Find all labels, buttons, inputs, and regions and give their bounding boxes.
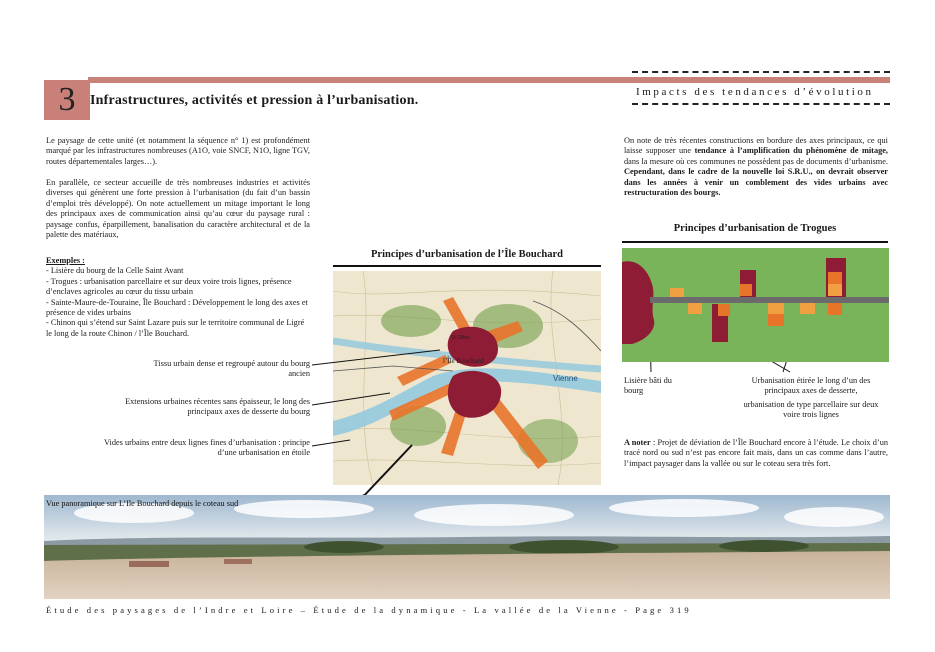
note-label: A noter bbox=[624, 438, 651, 447]
chapter-title: Infrastructures, activités et pression à l’urbanisation. bbox=[90, 93, 419, 108]
right-text-bold-tendance: tendance à l’amplification du phénomène de mitage, bbox=[694, 146, 888, 156]
panorama-caption: Vue panoramique sur L’Ile Bouchard depuis le coteau sud bbox=[46, 499, 239, 508]
section-label: Impacts des tendances d’évolution bbox=[636, 86, 874, 98]
right-paragraph bbox=[624, 136, 888, 198]
pressure-paragraph: En parallèle, ce secteur accueille de très nombreuses industries et activités diverses qui génèrent une forte pression à l’urbanisation (du fait d’un bassin d’emploi très développé). On note actuellement un mitage important le long des principaux axes de communication ainsi qu’au cœur du paysage rural : paysage confus, éparpillement, banalisation du caractère architectural et de la palette des matériaux, bbox=[46, 178, 310, 240]
right-text-start: On note de très récentes constructions en bordure des axes principaux, ce qui laisse supposer une bbox=[624, 136, 888, 156]
footer-text: Étude des paysages de l’Indre et Loire – Étude de la dynamique - La vallée de la Vienne - Page 319 bbox=[46, 605, 692, 615]
example-item: - Lisière du bourg de la Celle Saint Avant bbox=[46, 266, 184, 276]
examples-title: Exemples : bbox=[46, 256, 85, 265]
annotation-tissu: Tissu urbain dense et regroupé autour du bourg ancien bbox=[153, 359, 310, 379]
chapter-number: 3 bbox=[44, 80, 90, 120]
note-paragraph bbox=[624, 438, 888, 469]
note-text: : Projet de déviation de l’Île Bouchard encore à l’étude. Le choix d’un tracé nord ou sud n’est pas encore fait mais, dans un cas comme dans l’autre, l’impact paysager dans la vallée ou sur le coteau sera très fort. bbox=[624, 438, 888, 468]
example-item: - Sainte-Maure-de-Touraine, Île Bouchard : Développement le long des axes et présence de vides urbains bbox=[46, 297, 308, 318]
map-label-town: l’Île Bouchard bbox=[443, 357, 484, 365]
trogues-title-rule bbox=[622, 241, 888, 243]
right-text-bold-sru: Cependant, dans le cadre de la nouvelle loi S.R.U., on devrait observer dans les années à venir un comblement des vides urbains avec restructuration des bourgs. bbox=[624, 167, 888, 198]
example-item: - Trogues : urbanisation parcellaire et sur deux voire trois lignes, présence d’enclaves agricoles au cœur du tissu urbain bbox=[46, 276, 292, 297]
annotation-vides: Vides urbains entre deux lignes fines d’urbanisation : principe d’une urbanisation en étoile bbox=[104, 438, 310, 458]
annotation-extensions: Extensions urbaines récentes sans épaisseur, le long des principaux axes de desserte du bourg bbox=[125, 397, 310, 417]
map-title: Principes d’urbanisation de l’Île Bouchard bbox=[371, 249, 563, 260]
trogues-title: Principes d’urbanisation de Trogues bbox=[673, 223, 837, 234]
panorama-photo bbox=[44, 495, 890, 599]
right-text-mid: dans la mesure où ces communes ne possèdent pas de documents d’urbanisme. bbox=[624, 156, 888, 166]
label-lisiere: Lisière bâti du bourg bbox=[624, 376, 672, 396]
map-label-river: Vienne bbox=[553, 374, 578, 383]
label-etiree: Urbanisation étirée le long d’un des principaux axes de desserte, bbox=[751, 376, 871, 396]
trogues-diagram bbox=[622, 248, 889, 362]
intro-paragraph: Le paysage de cette unité (et notamment la séquence n° 1) est profondément marqué par les infrastructures nombreuses (A1O, voie SNCF, N1O, ligne TGV, routes départementales larges…). bbox=[46, 136, 310, 166]
map-label-stgilles: St Gilles bbox=[451, 335, 470, 341]
example-item: - Chinon qui s’étend sur Saint Lazare puis sur le territoire communal de Ligré le long de la route Chinon / l’Île Bouchard. bbox=[46, 318, 305, 338]
label-parcellaire: urbanisation de type parcellaire sur deux voire trois lignes bbox=[743, 400, 879, 420]
